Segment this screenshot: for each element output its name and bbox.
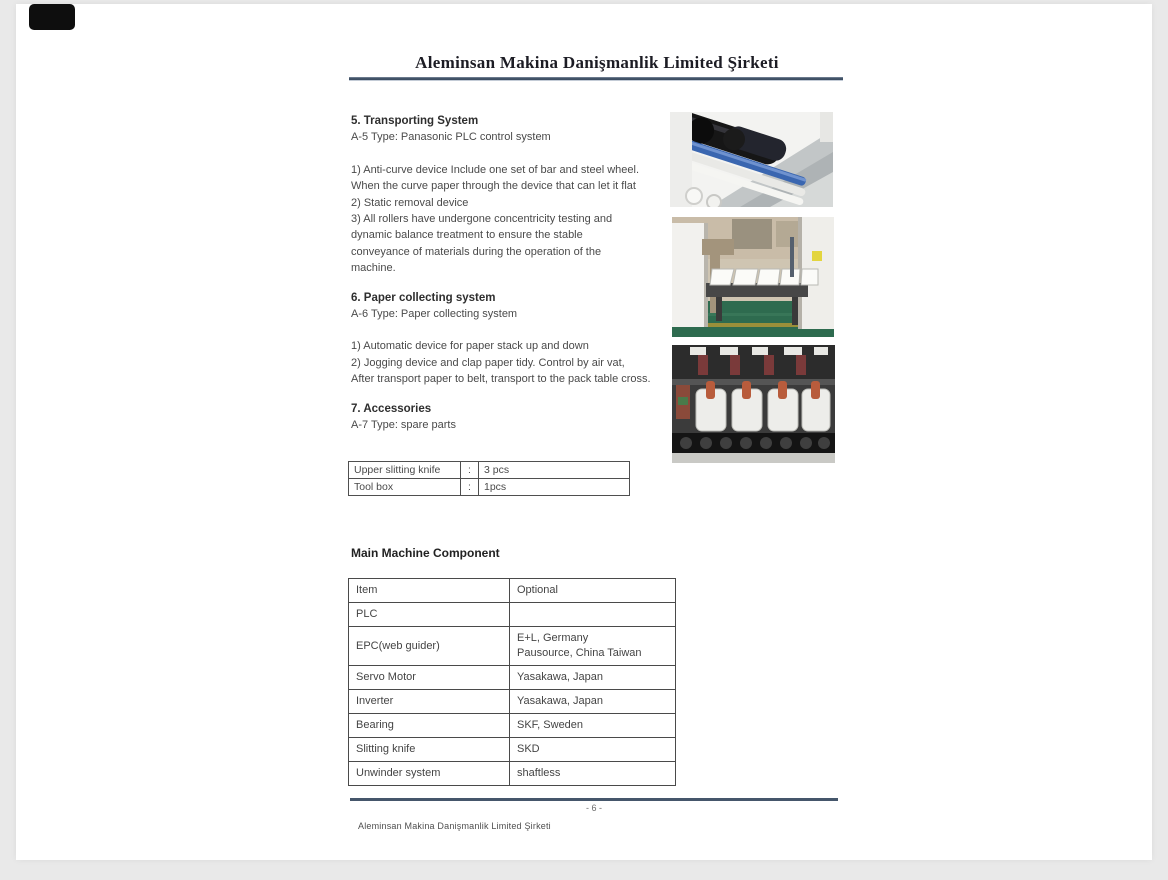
section-heading: 5. Transporting System <box>351 115 479 127</box>
text-line: conveyance of materials during the operation of the <box>351 245 602 258</box>
component-optional-cell <box>510 714 676 738</box>
component-item-cell: PLC <box>349 603 510 627</box>
text-line: 2) Jogging device and clap paper tidy. Control by air vat, <box>351 356 625 369</box>
accessory-qty-cell: 1pcs <box>479 479 630 496</box>
text-line: 1) Automatic device for paper stack up and down <box>351 340 589 353</box>
component-optional-cell <box>510 666 676 690</box>
component-optional-cell <box>510 762 676 786</box>
separator-cell: : <box>461 462 479 479</box>
text-line: machine. <box>351 262 396 275</box>
section-paragraph <box>351 162 663 277</box>
accessory-item-cell: Upper slitting knife <box>349 462 461 479</box>
table-row <box>349 462 630 479</box>
component-item-cell: Inverter <box>349 690 510 714</box>
footer-company: Aleminsan Makina Danişmanlik Limited Şirketi <box>358 821 551 831</box>
page-number: - 6 - <box>585 803 602 813</box>
slitting-section-photo <box>672 345 835 463</box>
optional-line: SKD <box>517 743 540 755</box>
header-rule <box>349 77 843 81</box>
component-item-cell: Bearing <box>349 714 510 738</box>
component-item-cell: Slitting knife <box>349 738 510 762</box>
page-title: Aleminsan Makina Danişmanlik Limited Şirketi <box>415 53 779 72</box>
section-paragraph <box>351 338 663 387</box>
paper-collecting-table-photo <box>672 217 834 337</box>
section-type-line: A-7 Type: spare parts <box>351 419 456 432</box>
optional-line: Yasakawa, Japan <box>517 671 604 683</box>
table-row <box>349 714 676 738</box>
text-line: After transport paper to belt, transport to the pack table cross. <box>351 373 651 386</box>
separator-cell: : <box>461 479 479 496</box>
optional-line: SKF, Sweden <box>517 719 584 731</box>
component-optional-cell <box>510 603 676 627</box>
optional-line: shaftless <box>517 767 561 779</box>
table-row <box>349 762 676 786</box>
optional-line: E+L, Germany <box>517 632 589 644</box>
accessory-item-cell: Tool box <box>349 479 461 496</box>
table-row <box>349 479 630 496</box>
table-header-row <box>349 579 676 603</box>
section <box>351 290 663 388</box>
section-heading: 6. Paper collecting system <box>351 291 496 304</box>
table-row <box>349 690 676 714</box>
table-row <box>349 666 676 690</box>
text-line: 1) Anti-curve device Include one set of bar and steel wheel. <box>351 163 640 176</box>
text-line: 3) All rollers have undergone concentricity testing and <box>351 213 613 226</box>
optional-line: Pausource, China Taiwan <box>517 647 642 659</box>
table-row <box>349 738 676 762</box>
transport-rollers-photo <box>670 112 833 207</box>
sections <box>351 113 663 434</box>
component-item-cell: Servo Motor <box>349 666 510 690</box>
text-line: dynamic balance treatment to ensure the stable <box>351 229 583 242</box>
table-header-cell: Item <box>349 579 510 603</box>
component-table-title: Main Machine Component <box>351 546 500 560</box>
section-heading: 7. Accessories <box>351 402 432 415</box>
section-type-line: A-5 Type: Panasonic PLC control system <box>351 131 551 144</box>
component-optional-cell <box>510 738 676 762</box>
section <box>351 401 663 434</box>
component-optional-cell <box>510 690 676 714</box>
section-type-line: A-6 Type: Paper collecting system <box>351 308 518 321</box>
optional-line: Yasakawa, Japan <box>517 695 604 707</box>
accessories-table-body <box>349 462 630 496</box>
section <box>351 113 663 277</box>
component-optional-cell <box>510 627 676 666</box>
component-table <box>348 578 676 786</box>
table-header-cell: Optional <box>510 579 676 603</box>
text-line: When the curve paper through the device that can let it flat <box>351 180 636 193</box>
footer-rule <box>350 798 838 801</box>
table-row <box>349 603 676 627</box>
component-item-cell: Unwinder system <box>349 762 510 786</box>
component-table-body <box>349 579 676 786</box>
accessories-table <box>348 461 630 496</box>
accessory-qty-cell: 3 pcs <box>479 462 630 479</box>
text-line: 2) Static removal device <box>351 196 469 209</box>
table-row <box>349 627 676 666</box>
component-item-cell: EPC(web guider) <box>349 627 510 666</box>
corner-black-box <box>29 4 75 30</box>
